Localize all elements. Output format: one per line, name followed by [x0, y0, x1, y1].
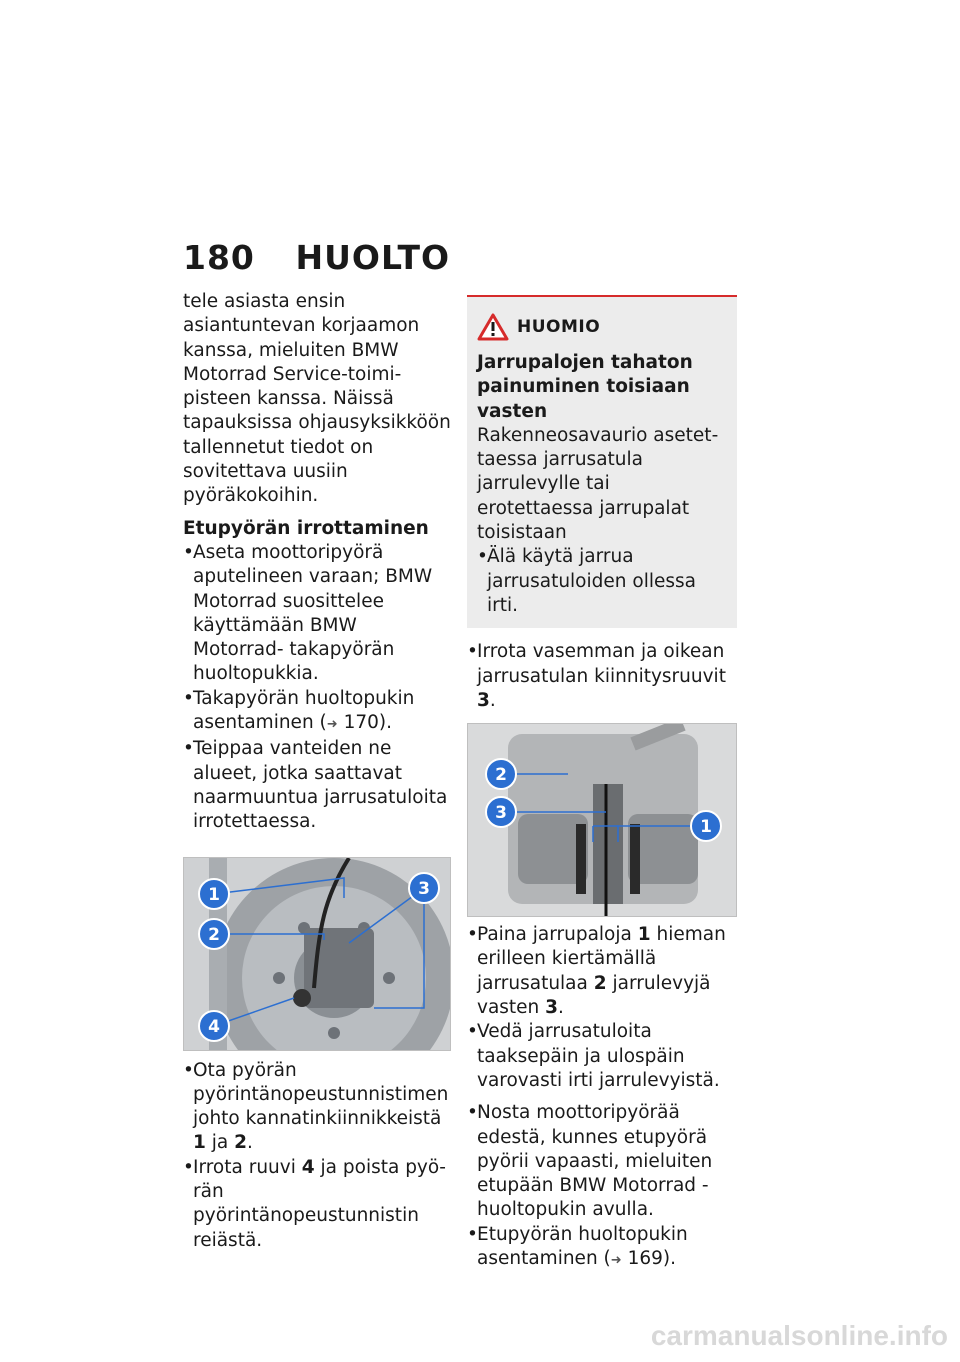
warning-bullet: • Älä käytä jarrua jarrusatuloiden ollessa irti.: [477, 545, 725, 618]
warning-header: [477, 313, 725, 341]
bullet-list-3: [467, 640, 737, 713]
figure-brake-caliper: [467, 723, 737, 917]
bullet-list-2: [183, 1059, 451, 1253]
callout-2: [486, 759, 516, 789]
svg-text:2: 2: [208, 924, 220, 945]
arrow-icon: ➜: [326, 717, 338, 733]
list-item: • Irrota vasemman ja oikean jarrusatulan kiinnitysruuvit 3.: [467, 640, 737, 713]
page-reference-link[interactable]: 170).: [343, 712, 392, 734]
list-item: • Ota pyörän pyörintänopeustunnistimen johto kannatinkiinnikkeistä 1 ja 2.: [183, 1059, 451, 1156]
svg-text:2: 2: [495, 765, 507, 786]
page-header: [183, 238, 450, 277]
callout-3: [486, 797, 516, 827]
figure-wheel-sensor: [183, 857, 451, 1051]
page-reference-link[interactable]: 169).: [627, 1248, 676, 1270]
svg-text:4: 4: [208, 1016, 220, 1037]
list-item-text: Takapyörän huoltopukin asentaminen (: [193, 687, 415, 734]
bullet-list-1: [183, 541, 451, 835]
callout-4: [199, 1011, 229, 1041]
list-item: • Etupyörän huoltopukin asentaminen (➜ 169).: [467, 1223, 737, 1274]
list-item: • Paina jarrupaloja 1 hieman erilleen kiertämällä jarrusatulaa 2 jarrulevyjä vasten 3.: [467, 923, 737, 1020]
svg-text:3: 3: [495, 803, 507, 824]
list-item: • Aseta moottoripyörä aputelineen varaan; BMW Motorrad suosittelee käyttämään BMW Motorrad- takapyörän huoltopukkia.: [183, 541, 451, 687]
right-column: [467, 295, 737, 1273]
bullet-list-4: [467, 923, 737, 1273]
svg-text:1: 1: [208, 884, 220, 905]
warning-title: Jarrupalojen tahaton painuminen toisiaan vasten: [477, 352, 693, 422]
svg-text:1: 1: [700, 817, 712, 838]
warning-text: Rakenneosavaurio asetettaessa jarrusatula jarrulevylle tai erotettaessa jarrupalat toisistaan: [477, 424, 719, 544]
page-number: 180: [183, 238, 255, 277]
list-item: • Vedä jarrusatuloita taaksepäin ja ulospäin varovasti irti jarrulevyistä.: [467, 1020, 737, 1093]
warning-label: HUOMIO: [517, 316, 601, 337]
svg-text:3: 3: [418, 878, 430, 899]
warning-triangle-icon: [477, 313, 509, 341]
subheading: Etupyörän irrottaminen: [183, 517, 429, 539]
list-item: • Nosta moottoripyörää edestä, kunnes etupyörä pyörii vapaasti, mieluiten etupään BMW Motorrad -huoltopukin avulla.: [467, 1101, 737, 1222]
section-title: HUOLTO: [295, 238, 451, 277]
warning-box: [467, 295, 737, 628]
callout-1: [691, 811, 721, 841]
left-column: [183, 290, 451, 1253]
list-item: [183, 687, 451, 738]
intro-paragraph: tele asiasta ensin asiantuntevan korjaamon kanssa, mieluiten BMW Motorrad Service-toimipisteen kanssa. Näissä tapauksissa ohjausyksikköön tallennetut tiedot on sovitettava uusiin pyöräkokoihin.: [183, 291, 451, 507]
callout-1: [199, 879, 229, 909]
callout-3: [409, 873, 439, 903]
list-item: • Teippaa vanteiden ne alueet, jotka saattavat naarmuuntua jarrusatuloita irrotettaessa.: [183, 737, 451, 834]
arrow-icon: ➜: [610, 1253, 622, 1269]
callout-2: [199, 919, 229, 949]
list-item: • Irrota ruuvi 4 ja poista pyörän pyörintänopeustunnistin reiästä.: [183, 1156, 451, 1253]
watermark: carmanualsonline.info: [650, 1320, 948, 1351]
